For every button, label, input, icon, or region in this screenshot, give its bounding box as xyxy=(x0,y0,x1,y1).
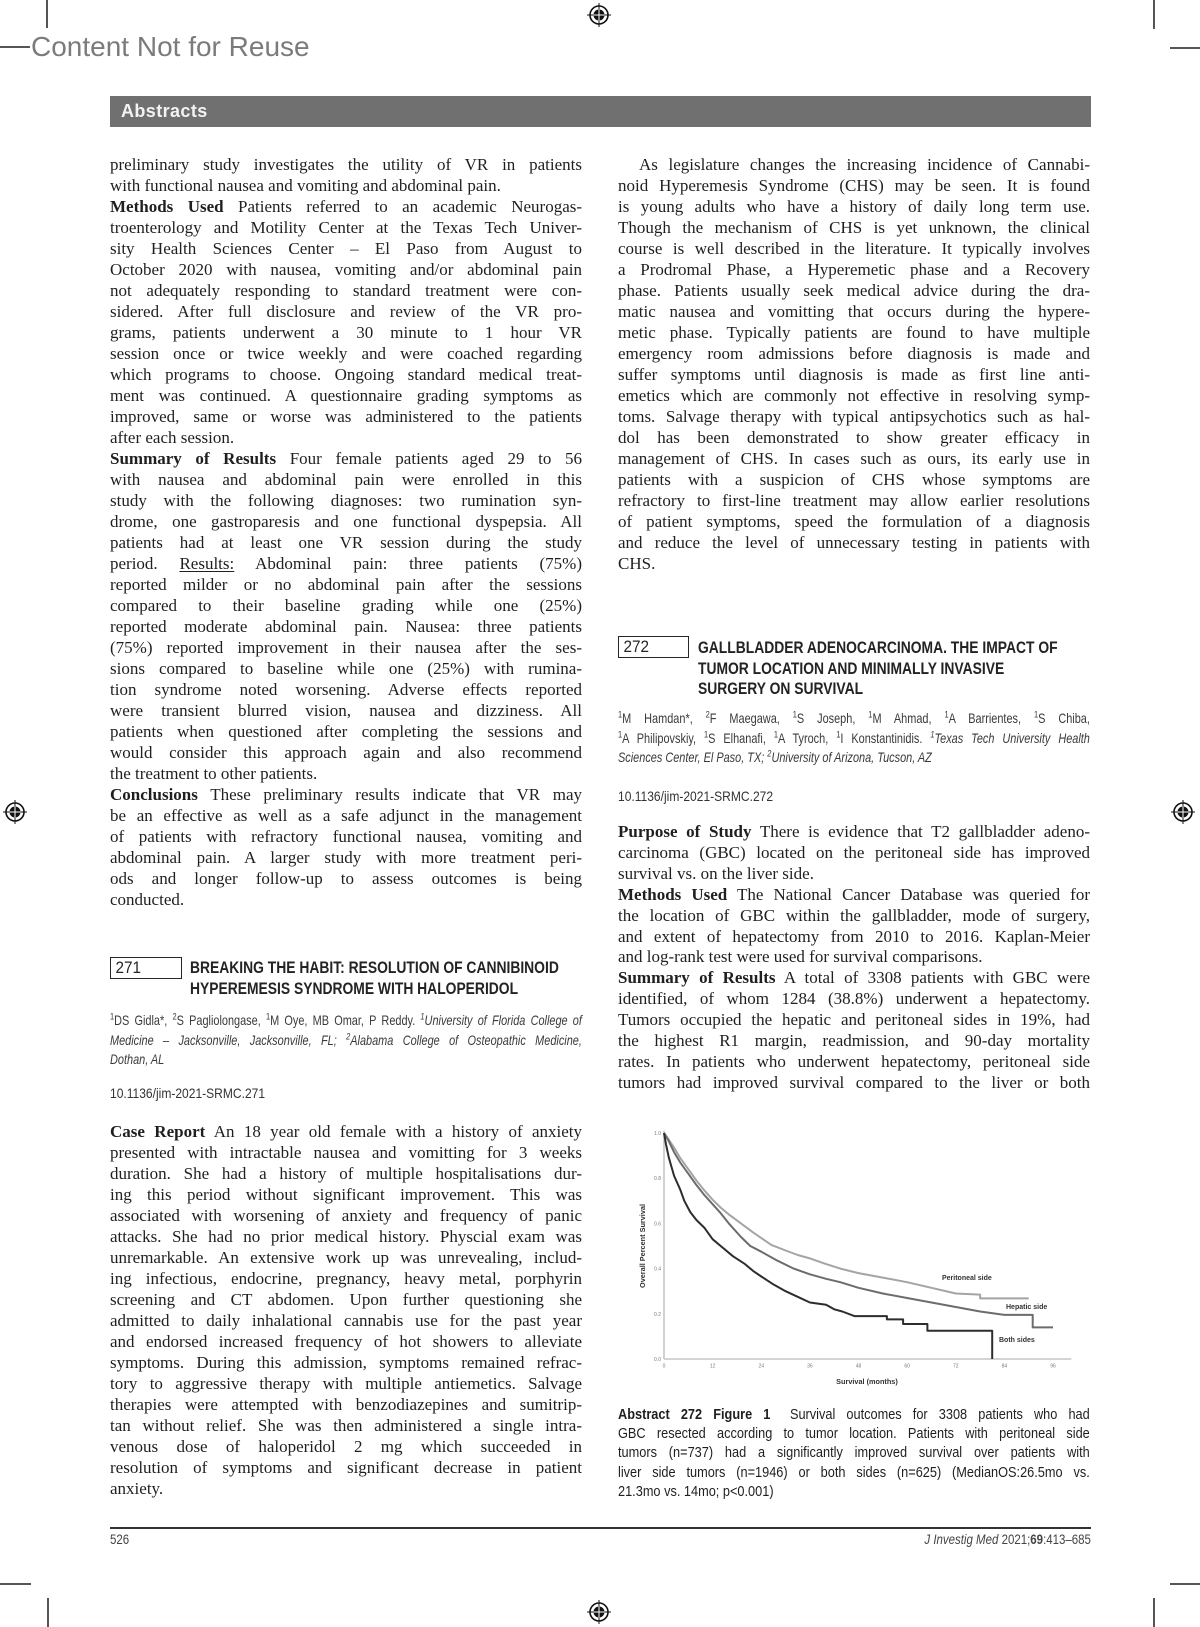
text-line: of patient symptoms, speed the formulation of a diagnosis xyxy=(618,512,1090,531)
superscript: 1 xyxy=(944,709,949,721)
right-column-text xyxy=(618,154,1090,574)
abstract-title-line: GALLBLADDER ADENOCARCINOMA. THE IMPACT OF xyxy=(698,639,1058,657)
crop-mark xyxy=(1153,0,1155,29)
text-line: unremarkable. An extensive work up was unrevealing, includ- xyxy=(110,1248,582,1267)
text-line: toms. Salvage therapy with typical antipsychotics such as hal- xyxy=(618,407,1090,426)
y-axis-label: Overall Percent Survival xyxy=(638,1204,647,1288)
text-line: ing infectious, endocrine, pregnancy, heavy metal, porphyrin xyxy=(110,1269,582,1288)
superscript: 2 xyxy=(767,748,772,760)
text-line: matic nausea and vomitting that occurs during the hypere- xyxy=(618,302,1090,321)
text-line: patients had at least one VR session during the study xyxy=(110,533,582,552)
abstract-title-line: SURGERY ON SURVIVAL xyxy=(698,680,864,698)
paragraph xyxy=(110,784,582,910)
text-line: Abstract 272 Figure 1 Survival outcomes for 3308 patients who had xyxy=(618,1406,1090,1423)
section-heading: Summary of Results xyxy=(110,449,277,468)
left-column-text xyxy=(110,154,582,910)
y-tick-label: 0.8 xyxy=(654,1176,661,1183)
text-line: October 2020 with nausea, vomiting and/or abdominal pain xyxy=(110,260,582,279)
superscript: 1 xyxy=(265,1011,271,1023)
text-line: survival vs. on the liver side. xyxy=(618,863,814,883)
section-heading: Conclusions xyxy=(110,785,198,804)
text-line: is young adults who have a history of daily long term use. xyxy=(618,197,1090,216)
text-line: CHS. xyxy=(618,554,656,573)
text-line: course is well described in the literature. It typically involves xyxy=(618,239,1090,258)
text-run: Dothan, AL xyxy=(110,1051,165,1067)
text-line: the location of GBC within the gallbladder, mode of surgery, xyxy=(618,905,1090,925)
series-label-peritoneal-side: Peritoneal side xyxy=(942,1275,992,1282)
y-tick-label: 0.0 xyxy=(654,1357,661,1363)
text-line: carcinoma (GBC) located on the peritoneal side has improved xyxy=(618,842,1090,862)
x-tick-label: 12 xyxy=(709,1363,716,1370)
section-heading: Case Report xyxy=(110,1122,206,1141)
superscript: 2 xyxy=(705,709,710,721)
text-line: symptoms. During this admission, symptoms remained refrac- xyxy=(110,1353,582,1372)
text-line: drome, one gastroparesis and one functional dyspepsia. All xyxy=(110,512,582,531)
paragraph xyxy=(110,448,582,784)
section-heading: Methods Used xyxy=(110,197,224,216)
text-line: patients with a suspicion of CHS whose symptoms are xyxy=(618,470,1090,489)
section-header-bar xyxy=(110,96,1091,127)
superscript: 1 xyxy=(420,1011,425,1023)
text-line: sity Health Sciences Center – El Paso from August to xyxy=(110,239,582,258)
paragraph xyxy=(618,154,1090,574)
abstract-number: 272 xyxy=(623,637,650,656)
section-heading: Abstract 272 Figure 1 xyxy=(618,1406,771,1423)
abstract-number-box xyxy=(110,957,182,979)
text-run: S Pagliolongase, xyxy=(176,1012,266,1028)
text-line: tumors (n=737) had a significantly improved survival over patients with xyxy=(618,1444,1090,1462)
text-line: a Prodromal Phase, a Hyperemetic phase and a Recovery xyxy=(618,260,1090,279)
survival-curve-peritoneal-side xyxy=(664,1133,1029,1298)
paragraph xyxy=(110,1121,582,1499)
text-run: M Hamdan*, xyxy=(622,710,706,726)
abstract-number-box xyxy=(618,636,689,658)
text-line: would consider this approach again and also recommend xyxy=(110,743,582,762)
text-line: emetics which are commonly not effective in resolving symp- xyxy=(618,386,1090,405)
text-line: improved, same or worse was administered to the patients xyxy=(110,407,582,426)
section-heading: Purpose of Study xyxy=(618,822,752,841)
author-line xyxy=(110,1031,582,1051)
text-line: study with the following diagnoses: two rumination syn- xyxy=(110,491,582,510)
abstract-title-line: HYPEREMESIS SYNDROME WITH HALOPERIDOL xyxy=(190,980,519,998)
text-line: abdominal pain. A larger study with more treatment peri- xyxy=(110,848,582,867)
text-line: preliminary study investigates the utility of VR in patients xyxy=(110,155,582,174)
survival-chart xyxy=(600,1120,1080,1400)
text-line: grams, patients underwent a 30 minute to 1 hour VR xyxy=(110,323,582,342)
abstract-title xyxy=(698,638,1058,700)
crop-mark xyxy=(1153,1598,1155,1627)
abstract-authors xyxy=(618,709,1090,768)
text-line: reported moderate abdominal pain. Nausea: three patients xyxy=(110,617,582,636)
superscript: 1 xyxy=(618,728,623,740)
series-label-both-sides: Both sides xyxy=(999,1337,1035,1344)
survival-curve-both-sides xyxy=(664,1133,992,1359)
superscript: 1 xyxy=(773,728,778,740)
text-line: emergency room admissions before diagnosis is made and xyxy=(618,344,1090,363)
superscript: 1 xyxy=(704,728,709,740)
text-line: with functional nausea and vomiting and abdominal pain. xyxy=(110,176,501,195)
text-line: screening and CT abdomen. Upon further questioning she xyxy=(110,1290,582,1309)
text-line: 21.3mo vs. 14mo; p<0.001) xyxy=(618,1482,774,1500)
text-line: identified, of whom 1284 (38.8%) underwent a hepatectomy. xyxy=(618,989,1090,1009)
text-line: Conclusions These preliminary results indicate that VR may xyxy=(110,785,582,804)
registration-mark-icon xyxy=(586,2,612,28)
abstract-doi: 10.1136/jim-2021-SRMC.271 xyxy=(110,1085,266,1101)
text-line: Tumors occupied the hepatic and peritoneal sides in 19%, had xyxy=(618,1010,1090,1030)
paragraph xyxy=(618,822,1090,885)
text-line: tory to aggressive therapy with multiple antiemetics. Salvage xyxy=(110,1374,582,1393)
y-tick-label: 0.4 xyxy=(654,1266,661,1273)
superscript: 1 xyxy=(618,709,623,721)
paragraph xyxy=(618,885,1090,969)
text-line: and reduce the level of unnecessary testing in patients with xyxy=(618,533,1090,552)
text-line: conducted. xyxy=(110,890,185,909)
text-line: period. Results: Abdominal pain: three patients (75%) xyxy=(110,554,582,573)
text-line: sions compared to baseline while one (25%) with rumina- xyxy=(110,659,582,678)
text-line: tan without relief. She was then administered a single intra- xyxy=(110,1416,582,1435)
text-line: duration. She had a history of multiple hospitalisations dur- xyxy=(110,1164,582,1183)
crop-mark xyxy=(46,0,48,28)
page-number: 526 xyxy=(110,1532,130,1547)
text-line: anxiety. xyxy=(110,1479,164,1498)
text-line: tion syndrome noted worsening. Adverse effects reported xyxy=(110,680,582,699)
footer-rule xyxy=(110,1527,1091,1529)
y-tick-label: 1.0 xyxy=(654,1131,661,1137)
superscript: 1 xyxy=(1033,709,1039,721)
text-line: the treatment to other patients. xyxy=(110,764,318,783)
text-run: S Chiba, xyxy=(1038,710,1090,726)
section-heading: Summary of Results xyxy=(618,968,776,988)
x-tick-label: 84 xyxy=(1001,1363,1008,1370)
text-line: venous dose of haloperidol 2 mg which succeeded in xyxy=(110,1437,582,1456)
author-line xyxy=(110,1050,582,1070)
paragraph xyxy=(110,196,582,448)
text-run: A Barrientes, xyxy=(948,710,1034,726)
text-line: therapies were attempted with benzodiazepines and sumitrip- xyxy=(110,1395,582,1414)
text-line: (75%) reported improvement in their nausea after the ses- xyxy=(110,638,582,657)
text-line: As legislature changes the increasing incidence of Cannabi- xyxy=(639,155,1090,174)
text-line: resolution of symptoms and significant decrease in patient xyxy=(110,1458,582,1477)
text-line: compared to their baseline grading while one (25%) xyxy=(110,596,582,615)
text-run: Texas Tech University Health xyxy=(934,729,1090,746)
text-line: Purpose of Study There is evidence that T2 gallbladder adeno- xyxy=(618,822,1091,841)
x-axis-label: Survival (months) xyxy=(836,1377,898,1386)
text-run: DS Gidla*, xyxy=(114,1012,173,1028)
registration-mark-icon xyxy=(1170,799,1196,825)
section-heading: Methods Used xyxy=(618,884,728,904)
superscript: 1 xyxy=(110,1011,115,1023)
text-line: Methods Used The National Cancer Database was queried for xyxy=(618,884,1090,904)
abstract-title-line: TUMOR LOCATION AND MINIMALLY INVASIVE xyxy=(698,659,1005,678)
text-run: M Oye, MB Omar, P Reddy. xyxy=(270,1012,421,1028)
text-line: and endorsed increased frequency of hot showers to alleviate xyxy=(110,1332,582,1351)
text-run: S Joseph, xyxy=(796,710,869,726)
text-line: phase. Patients usually seek medical advice during the dra- xyxy=(618,281,1090,300)
text-line: patients when questioned after completing the sessions and xyxy=(110,722,582,741)
text-line: Though the mechanism of CHS is yet unknown, the clinical xyxy=(618,218,1090,237)
text-line: of patients with refractory functional nausea, vomiting and xyxy=(110,827,582,846)
superscript: 1 xyxy=(868,709,873,721)
text-line: rates. In patients who underwent hepatectomy, peritoneal side xyxy=(618,1051,1090,1071)
crop-mark xyxy=(47,1598,49,1627)
text-line: metic phase. Typically patients are found to have multiple xyxy=(618,323,1090,342)
text-line: dol has been demonstrated to show greater efficacy in xyxy=(618,428,1090,447)
text-run: Medicine – Jacksonville, Jacksonville, FL; xyxy=(110,1031,347,1048)
text-line: the highest R1 margin, readmission, and 90-day mortality xyxy=(618,1031,1090,1051)
text-run: University of Florida College of xyxy=(424,1012,582,1028)
paragraph xyxy=(618,1405,1090,1501)
crop-mark xyxy=(0,1583,31,1585)
paragraph xyxy=(110,154,582,196)
text-line: sidered. After full disclosure and review of the VR pro- xyxy=(110,302,582,321)
text-line: with nausea and abdominal pain were enrolled in this xyxy=(110,470,582,489)
underlined-label: Results: xyxy=(179,554,235,573)
crop-mark xyxy=(1170,47,1200,49)
text-line: Case Report An 18 year old female with a history of anxiety xyxy=(110,1122,583,1141)
abstract-title-line: BREAKING THE HABIT: RESOLUTION OF CANNIBINOID xyxy=(190,959,559,977)
text-run: A Philipovskiy, xyxy=(622,729,705,746)
crop-mark xyxy=(1170,1583,1200,1585)
registration-mark-icon xyxy=(2,799,28,825)
x-tick-label: 96 xyxy=(1050,1363,1056,1370)
text-run: A Tyroch, xyxy=(777,729,837,746)
journal-citation xyxy=(924,1531,1091,1549)
abstract-title xyxy=(190,958,559,1000)
text-line: reported milder or no abdominal pain after the sessions xyxy=(110,575,582,594)
text-run: 69 xyxy=(1030,1532,1044,1547)
x-tick-label: 72 xyxy=(952,1363,959,1370)
text-line: noid Hyperemesis Syndrome (CHS) may be seen. It is found xyxy=(618,176,1090,195)
text-run: I Konstantinidis. xyxy=(840,729,931,746)
series-label-hepatic-side: Hepatic side xyxy=(1006,1304,1048,1311)
text-run: J Investig Med xyxy=(924,1532,999,1547)
registration-mark-icon xyxy=(586,1599,612,1625)
text-line: GBC resected according to tumor location. Patients with peritoneal side xyxy=(618,1425,1090,1443)
text-line: and extent of hepatectomy from 2010 to 2016. Kaplan-Meier xyxy=(618,926,1090,946)
superscript: 1 xyxy=(930,728,935,740)
x-tick-label: 0 xyxy=(662,1363,666,1370)
crop-mark xyxy=(0,46,30,48)
text-run: Alabama College of Osteopathic Medicine, xyxy=(350,1031,582,1048)
superscript: 2 xyxy=(346,1030,351,1042)
text-line: suffer symptoms until diagnosis is made as first line anti- xyxy=(618,365,1090,384)
text-line: management of CHS. In cases such as ours, its early use in xyxy=(618,449,1090,468)
x-tick-label: 24 xyxy=(758,1363,765,1370)
text-run: University of Arizona, Tucson, AZ xyxy=(771,749,932,765)
text-run: Sciences Center, El Paso, TX; xyxy=(618,749,768,765)
text-line: associated with worsening of anxiety and frequency of panic xyxy=(110,1206,582,1225)
text-line: refractory to first-line treatment may allow earlier resolutions xyxy=(618,491,1090,510)
abstract-doi: 10.1136/jim-2021-SRMC.272 xyxy=(618,788,774,804)
text-line: were transient blurred vision, nausea and dizziness. All xyxy=(110,701,582,720)
text-run: F Maegawa, xyxy=(709,710,793,726)
text-run: S Elhanafi, xyxy=(708,729,774,746)
text-line: and log-rank test were used for survival comparisons. xyxy=(618,947,983,967)
y-tick-label: 0.2 xyxy=(654,1311,661,1318)
superscript: 1 xyxy=(836,728,841,740)
y-tick-label: 0.6 xyxy=(654,1221,661,1228)
superscript: 2 xyxy=(172,1011,177,1023)
text-line: Summary of Results A total of 3308 patients with GBC were xyxy=(618,968,1090,988)
text-line: attacks. She had no prior medical history. Physcial exam was xyxy=(110,1227,582,1246)
figure-caption xyxy=(618,1405,1090,1501)
text-line: tumors had improved survival compared to the liver or both xyxy=(618,1072,1090,1092)
text-line: presented with intractable nausea and vomitting for 3 weeks xyxy=(110,1143,582,1162)
x-tick-label: 60 xyxy=(904,1363,910,1370)
text-line: liver side tumors (n=1946) or both sides (n=625) (MedianOS:26.5mo vs. xyxy=(618,1463,1090,1481)
text-line: Methods Used Patients referred to an academic Neurogas- xyxy=(110,197,583,216)
section-header-title: Abstracts xyxy=(121,101,208,121)
superscript: 1 xyxy=(792,709,797,721)
text-line: session once or twice weekly and were coached regarding xyxy=(110,344,582,363)
author-line xyxy=(110,1011,582,1031)
text-line: which programs to choose. Ongoing standard medical treat- xyxy=(110,365,582,384)
text-line: be an effective as well as a safe adjunct in the management xyxy=(110,806,582,825)
abstract-number: 271 xyxy=(115,958,142,977)
text-line: admitted to daily inhalational cannabis use for the past year xyxy=(110,1311,582,1330)
text-line: ment was continued. A questionnaire grading symptoms as xyxy=(110,386,582,405)
text-line: ing this period without significant improvement. This was xyxy=(110,1185,582,1204)
text-run: M Ahmad, xyxy=(872,710,945,726)
abstract-body xyxy=(110,1121,582,1499)
text-line: not adequately responding to standard treatment were con- xyxy=(110,281,582,300)
text-run: :413–685 xyxy=(1043,1532,1091,1547)
author-line xyxy=(618,748,1090,768)
paragraph xyxy=(618,968,1090,1093)
text-line: after each session. xyxy=(110,428,235,447)
text-run: 2021; xyxy=(998,1532,1031,1547)
author-line xyxy=(618,709,1090,729)
abstract-authors xyxy=(110,1011,582,1070)
text-line: Summary of Results Four female patients aged 29 to 56 xyxy=(110,449,582,468)
x-tick-label: 36 xyxy=(807,1363,813,1370)
x-tick-label: 48 xyxy=(855,1363,862,1370)
text-line: troenterology and Motility Center at the Texas Tech Univer- xyxy=(110,218,582,237)
author-line xyxy=(618,729,1090,749)
watermark: Content Not for Reuse xyxy=(31,31,310,62)
text-line: ods and longer follow-up to assess outcomes is being xyxy=(110,869,582,888)
abstract-body xyxy=(618,822,1090,1094)
